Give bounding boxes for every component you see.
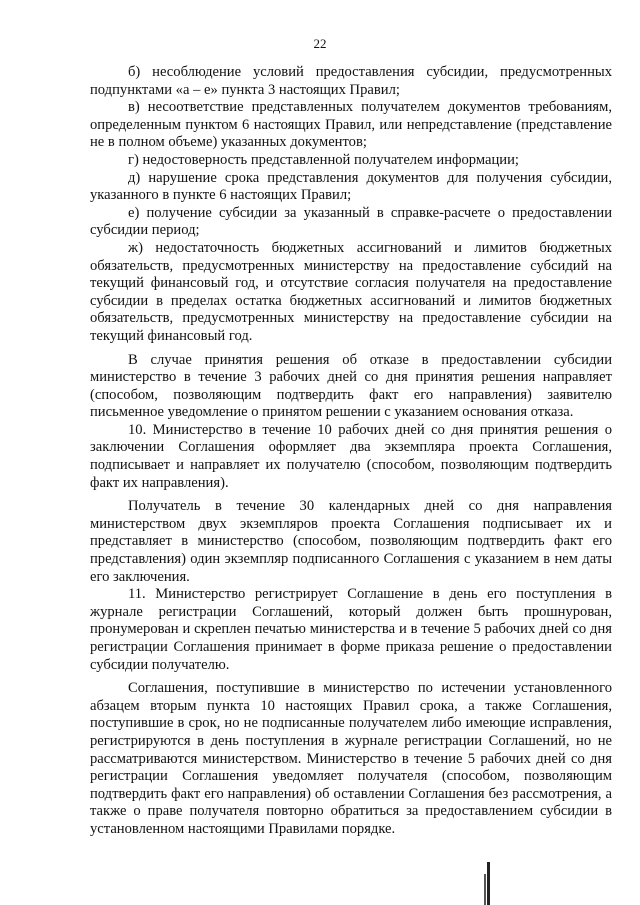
paragraph-v: в) несоответствие представленных получателем документов требованиям, определенным пунктом 6 настоящих Правил, или непредставление (представление не в полном объеме) указанных документов; xyxy=(90,99,612,151)
paragraph-10: 10. Министерство в течение 10 рабочих дней со дня принятия решения о заключении Соглашения оформляет два экземпляра проекта Соглашения, подписывает и направляет их получателю (способом, позволяющим подтвердить факт их направления). xyxy=(90,421,612,491)
document-body xyxy=(90,64,612,839)
paragraph-refusal-notice: В случае принятия решения об отказе в предоставлении субсидии министерство в течение 3 рабочих дней со дня принятия решения направляет (способом, позволяющим подтвердить факт его направления) заявителю письменное уведомление о принятом решении с указанием основания отказа. xyxy=(90,351,612,421)
paragraph-g: г) недостоверность представленной получателем информации; xyxy=(128,151,519,168)
paragraph-b: б) несоблюдение условий предоставления субсидии, предусмотренных подпунктами «а – е» пункта 3 настоящих Правил; xyxy=(90,64,612,98)
paragraph-recipient-signing: Получатель в течение 30 календарных дней со дня направления министерством двух экземпляров проекта Соглашения подписывает их и представляет в министерство (способом, позволяющим подтвердить факт его представления) один экземпляр подписанного Соглашения с указанием в нем даты его заключения. xyxy=(90,498,612,585)
page-number: 22 xyxy=(313,36,327,51)
paragraph-late-agreements: Соглашения, поступившие в министерство по истечении установленного абзацем вторым пункта 10 настоящих Правил срока, а также Соглашения, поступившие в срок, но не подписанные получателем либо имеющие исправления, регистрируются в день поступления в журнале регистрации Соглашений, но не рассматриваются министерством. Министерство в течение 5 рабочих дней со дня регистрации Соглашения уведомляет получателя (способом, позволяющим подтвердить факт его направления) об оставлении Соглашения без рассмотрения, а также о праве получателя повторно обратиться за предоставлением субсидии в установленном настоящими Правилами порядке. xyxy=(90,680,612,837)
paragraph-11: 11. Министерство регистрирует Соглашение в день его поступления в журнале регистрации Соглашений, который должен быть прошнурован, пронумерован и скреплен печатью министерства и в течение 5 рабочих дней со дня регистрации Соглашения принимает в форме приказа решение о предоставлении субсидии получателю. xyxy=(90,586,612,673)
paragraph-d: д) нарушение срока представления документов для получения субсидии, указанного в пункте 6 настоящих Правил; xyxy=(90,169,612,204)
binding-mark-shadow xyxy=(484,874,486,905)
binding-mark xyxy=(487,862,490,905)
paragraph-zh: ж) недостаточность бюджетных ассигнований и лимитов бюджетных обязательств, предусмотренных министерству на предоставление субсидий на текущий финансовый год, и отсутствие согласия получателя на предоставление субсидии в пределах остатка бюджетных ассигнований и лимитов бюджетных обязательств, предусмотренных министерству на предоставление субсидии на текущий финансовый год. xyxy=(90,239,612,344)
paragraph-e: е) получение субсидии за указанный в справке-расчете о предоставлении субсидии период; xyxy=(90,204,612,239)
